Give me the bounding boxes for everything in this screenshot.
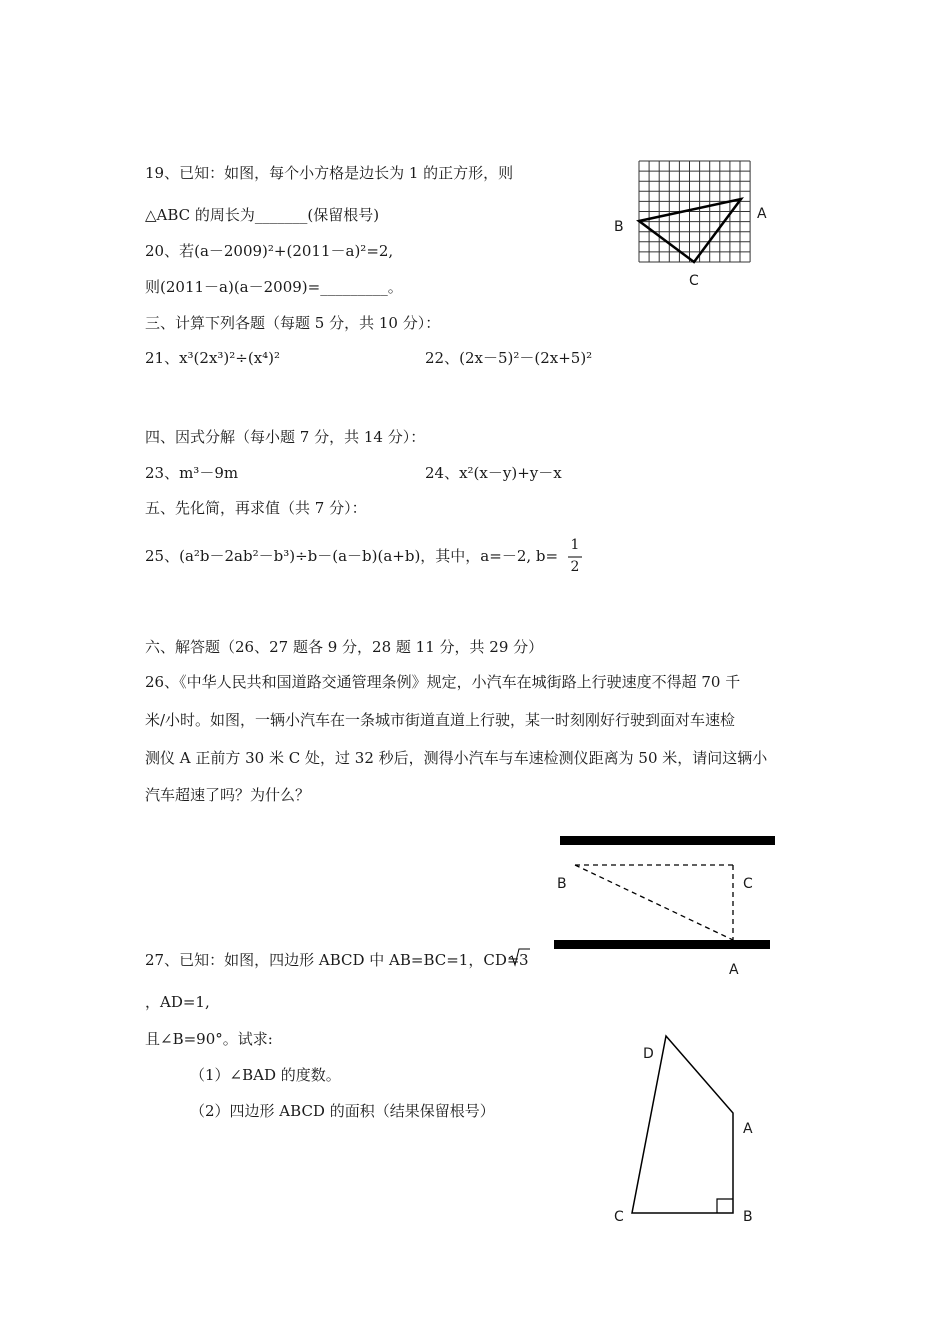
q20-line2: 则(2011－a)(a－2009)=_________。	[145, 278, 403, 296]
q27-item2: （2）四边形 ABCD 的面积（结果保留根号）	[190, 1102, 495, 1120]
q19-line2: △ABC 的周长为_______(保留根号)	[145, 206, 380, 224]
q27-line3: 且∠B=90°。试求:	[145, 1030, 273, 1048]
q26-line3: 测仪 A 正前方 30 米 C 处，过 32 秒后，测得小汽车与车速检测仪距离为 50 米，请问这辆小	[145, 749, 768, 767]
q27-label-c: C	[614, 1209, 624, 1225]
q25: 25、(a²b－2ab²－b³)÷b－(a－b)(a+b)，其中，a=－2, b=	[145, 547, 559, 565]
q26-line1: 26、《中华人民共和国道路交通管理条例》规定，小汽车在城街路上行驶速度不得超 70 千	[145, 673, 741, 691]
q19-label-a: A	[757, 206, 767, 222]
section-5-title: 五、先化简，再求值（共 7 分）：	[145, 499, 367, 517]
section-4-title: 四、因式分解（每小题 7 分，共 14 分）：	[145, 428, 426, 446]
right-angle-mark	[717, 1199, 733, 1213]
q26-label-a: A	[729, 962, 739, 978]
q27-line1: 27、已知：如图，四边形 ABCD 中 AB=BC=1，CD=	[145, 951, 520, 969]
q20-line1-text: 20、若(a－2009)²+(2011－a)²=2,	[145, 242, 394, 260]
q26-label-c: C	[743, 876, 753, 892]
q27-quadrilateral	[632, 1036, 733, 1213]
fraction-denominator: 2	[570, 559, 580, 575]
road-top-edge	[560, 836, 775, 845]
q22: 22、(2x－5)²－(2x+5)²	[425, 349, 593, 367]
q27-line2: ，AD=1,	[145, 993, 210, 1011]
quad-abcd	[632, 1036, 733, 1213]
q27-label-d: D	[643, 1046, 654, 1062]
q19-line1: 19、已知：如图，每个小方格是边长为 1 的正方形，则	[145, 164, 514, 182]
section-3-title: 三、计算下列各题（每题 5 分，共 10 分）：	[145, 314, 441, 332]
q23: 23、m³－9m	[145, 464, 239, 482]
road-bottom-edge	[554, 940, 770, 949]
q27-item1: （1）∠BAD 的度数。	[190, 1066, 341, 1084]
q19-grid	[639, 161, 750, 262]
q20-line1	[145, 241, 393, 261]
fraction-numerator: 1	[570, 537, 580, 553]
q19-label-b: B	[614, 219, 624, 235]
q27-sqrt-value: 3	[519, 951, 529, 969]
q21: 21、x³(2x³)²÷(x⁴)²	[145, 349, 281, 367]
q26-line2: 米/小时。如图，一辆小汽车在一条城市街道直道上行驶，某一时刻刚好行驶到面对车速检	[145, 711, 736, 729]
segment-ba	[575, 865, 733, 940]
q19-label-c: C	[689, 273, 699, 289]
q26-line4: 汽车超速了吗？为什么？	[145, 786, 311, 804]
section-6-title: 六、解答题（26、27 题各 9 分，28 题 11 分，共 29 分）	[145, 638, 544, 656]
q26-road-diagram	[554, 836, 775, 949]
q27-label-a: A	[743, 1121, 753, 1137]
q26-label-b: B	[557, 876, 567, 892]
q27-label-b: B	[743, 1209, 753, 1225]
q24: 24、x²(x－y)+y－x	[425, 464, 562, 482]
